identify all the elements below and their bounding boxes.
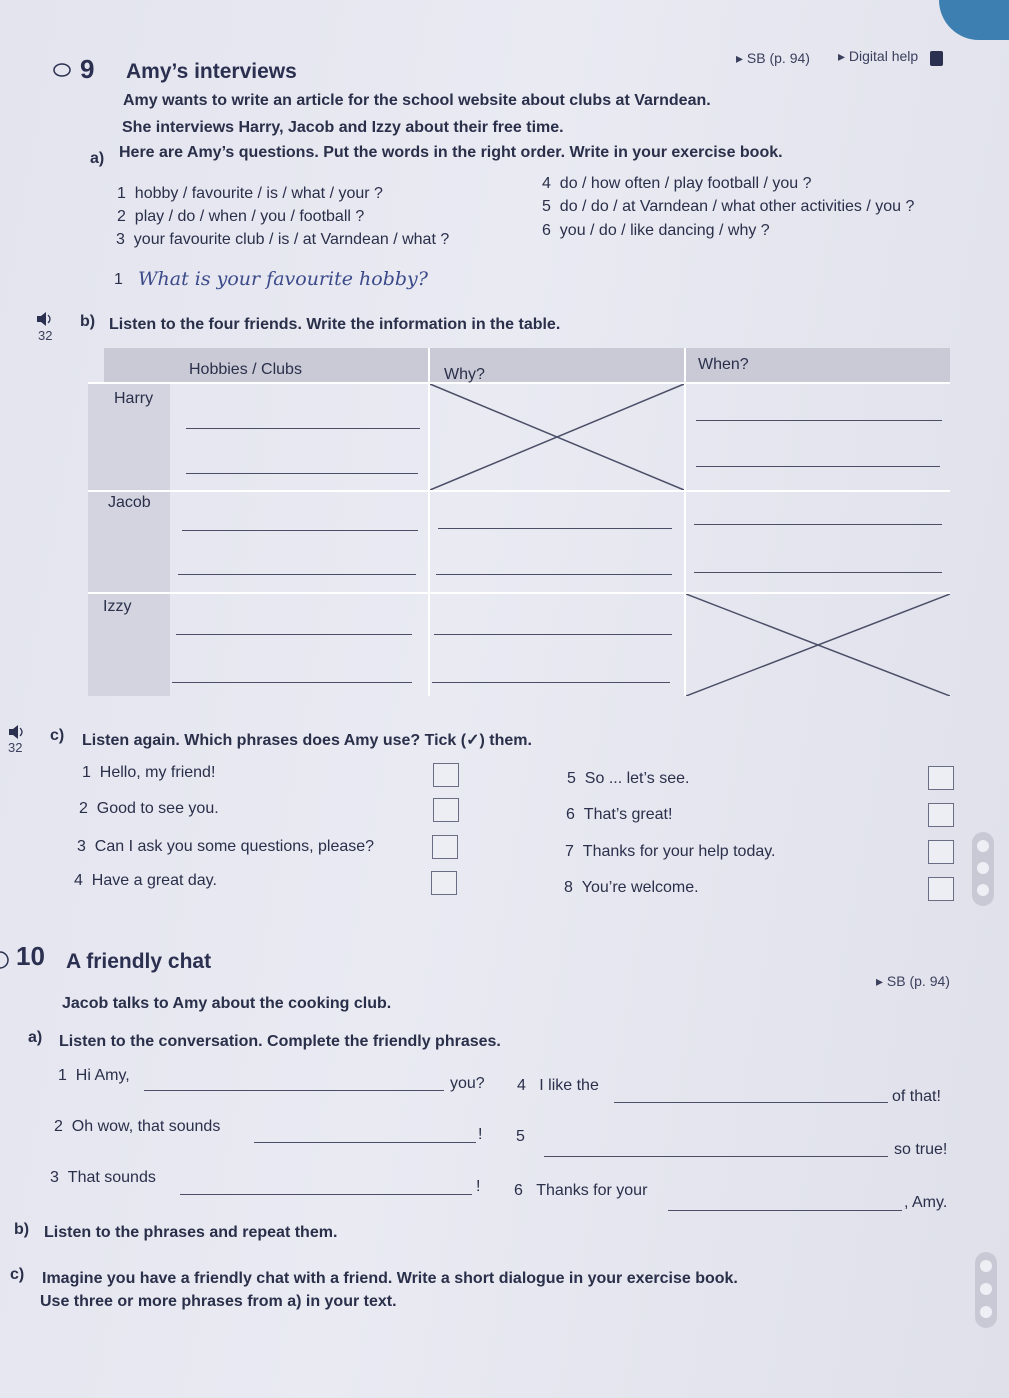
- exercise-number: 10: [16, 941, 45, 971]
- part-c-instruction: Listen again. Which phrases does Amy use? Tick (✓) them.: [82, 732, 532, 749]
- intro-line-1: Amy wants to write an article for the school website about clubs at Varndean.: [123, 92, 711, 109]
- tick-box-3[interactable]: [432, 835, 458, 859]
- part-b-instruction: Listen to the four friends. Write the information in the table.: [109, 316, 561, 333]
- answer-line[interactable]: [696, 466, 940, 467]
- question-5: 5 do / do / at Varndean / what other activities / you ?: [542, 198, 915, 215]
- gap-line-3[interactable]: [180, 1194, 472, 1195]
- tick-box-4[interactable]: [431, 871, 457, 895]
- answer-line[interactable]: [436, 574, 672, 575]
- question-6: 6 you / do / like dancing / why ?: [542, 222, 770, 239]
- gap-item-3-start: 3 That sounds: [50, 1169, 156, 1186]
- answer-line[interactable]: [694, 524, 942, 525]
- gap-line-1[interactable]: [144, 1090, 444, 1091]
- row-label-harry: Harry: [114, 390, 154, 407]
- header-when: When?: [698, 356, 749, 373]
- question-3: 3 your favourite club / is / at Varndean / what ?: [116, 231, 450, 248]
- part-b-label: b): [14, 1221, 30, 1238]
- question-4: 4 do / how often / play football / you ?: [542, 175, 812, 192]
- exercise-title: A friendly chat: [66, 950, 212, 973]
- gap-item-2-start: 2 Oh wow, that sounds: [54, 1118, 221, 1135]
- gap-line-5[interactable]: [544, 1156, 888, 1157]
- header-hobbies-clubs: Hobbies / Clubs: [189, 361, 302, 378]
- phrase-2: 2 Good to see you.: [79, 800, 219, 817]
- phrase-5: 5 So ... let’s see.: [567, 770, 690, 787]
- part-a-instruction: Listen to the conversation. Complete the friendly phrases.: [59, 1033, 501, 1050]
- answer-line[interactable]: [176, 634, 412, 635]
- gap-item-4-start: 4 I like the: [517, 1077, 599, 1094]
- answer-line[interactable]: [178, 574, 416, 575]
- exercise-number: 9: [80, 54, 95, 84]
- example-answer: What is your favourite hobby?: [138, 268, 428, 290]
- answer-line[interactable]: [186, 428, 420, 429]
- audio-track-number: 32: [8, 740, 23, 755]
- part-c-instruction-line-2: Use three or more phrases from a) in your text.: [40, 1293, 397, 1310]
- part-c-label: c): [50, 727, 65, 744]
- gap-item-6-start: 6 Thanks for your: [514, 1182, 648, 1199]
- gap-item-1-end: you?: [450, 1075, 485, 1092]
- part-a-label: a): [90, 150, 105, 167]
- difficulty-indicator: [975, 1252, 997, 1328]
- answer-line[interactable]: [434, 634, 672, 635]
- row-label-jacob: Jacob: [108, 494, 151, 511]
- example-number: 1: [114, 271, 123, 288]
- tick-box-8[interactable]: [928, 877, 954, 901]
- difficulty-indicator: [972, 832, 994, 906]
- tick-box-7[interactable]: [928, 840, 954, 864]
- audio-speaker-icon: [8, 725, 26, 739]
- intro-line: Jacob talks to Amy about the cooking club.: [62, 995, 392, 1012]
- tick-box-5[interactable]: [928, 766, 954, 790]
- answer-line[interactable]: [172, 682, 412, 683]
- answer-line[interactable]: [694, 572, 942, 573]
- page-corner-decoration: [939, 0, 1009, 40]
- digital-help-link[interactable]: ▸ Digital help: [838, 48, 919, 64]
- part-c-instruction-line-1: Imagine you have a friendly chat with a friend. Write a short dialogue in your exercise book.: [42, 1270, 738, 1287]
- tick-box-1[interactable]: [433, 763, 459, 787]
- answer-line[interactable]: [438, 528, 672, 529]
- phrase-7: 7 Thanks for your help today.: [565, 843, 776, 860]
- exercise-title: Amy’s interviews: [126, 60, 297, 83]
- audio-speaker-icon: [36, 312, 54, 326]
- phrase-6: 6 That’s great!: [566, 806, 673, 823]
- part-b-instruction: Listen to the phrases and repeat them.: [44, 1224, 338, 1241]
- answer-line[interactable]: [432, 682, 670, 683]
- gap-item-3-end: !: [476, 1178, 481, 1195]
- phrase-4: 4 Have a great day.: [74, 872, 217, 889]
- row-label-izzy: Izzy: [103, 598, 132, 615]
- phrase-3: 3 Can I ask you some questions, please?: [77, 838, 375, 855]
- gap-line-2[interactable]: [254, 1142, 476, 1143]
- gap-line-4[interactable]: [614, 1102, 888, 1103]
- crossed-out-cell: [430, 384, 684, 490]
- intro-line-2: She interviews Harry, Jacob and Izzy about their free time.: [122, 119, 564, 136]
- audio-track-number: 32: [38, 328, 53, 343]
- tick-box-2[interactable]: [433, 798, 459, 822]
- crossed-out-cell: [686, 594, 950, 696]
- part-a-instruction: Here are Amy’s questions. Put the words in the right order. Write in your exercise book.: [119, 144, 783, 161]
- gap-item-4-end: of that!: [892, 1088, 941, 1105]
- question-1: 1 hobby / favourite / is / what / your ?: [117, 185, 383, 202]
- gap-item-2-end: !: [478, 1126, 483, 1143]
- phrase-1: 1 Hello, my friend!: [82, 764, 216, 781]
- tick-box-6[interactable]: [928, 803, 954, 827]
- gap-item-6-end: , Amy.: [904, 1194, 948, 1211]
- part-c-label: c): [10, 1266, 25, 1283]
- gap-item-5-number: 5: [516, 1128, 525, 1145]
- answer-line[interactable]: [182, 530, 418, 531]
- answer-line[interactable]: [696, 420, 942, 421]
- gap-item-1-start: 1 Hi Amy,: [58, 1067, 130, 1084]
- sb-reference: ▸ SB (p. 94): [736, 50, 810, 66]
- difficulty-circle-icon: [52, 62, 72, 78]
- header-why: Why?: [444, 366, 485, 383]
- phrase-8: 8 You’re welcome.: [564, 879, 699, 896]
- answer-line[interactable]: [186, 473, 418, 474]
- part-b-label: b): [80, 313, 96, 330]
- digital-help-icon: [930, 51, 943, 66]
- difficulty-circle-icon: [0, 950, 10, 970]
- sb-reference: ▸ SB (p. 94): [876, 973, 950, 989]
- part-a-label: a): [28, 1029, 43, 1046]
- gap-line-6[interactable]: [668, 1210, 902, 1211]
- gap-item-5-end: so true!: [894, 1141, 948, 1158]
- question-2: 2 play / do / when / you / football ?: [117, 208, 365, 225]
